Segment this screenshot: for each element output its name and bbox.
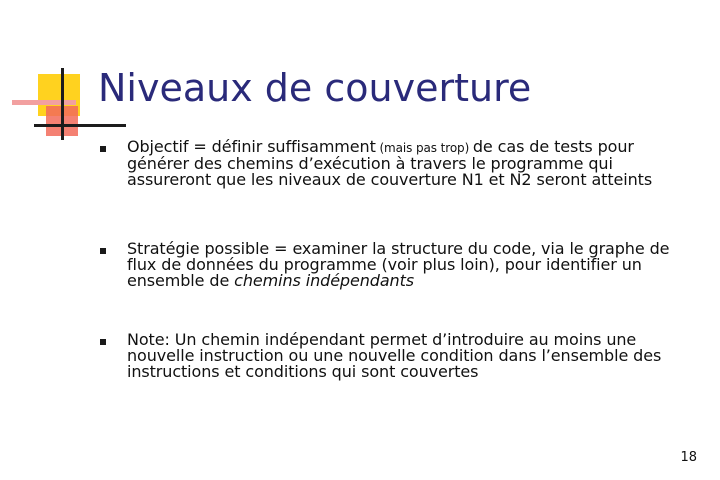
bullet-text-main: Stratégie possible = examiner la structure du code, via le graphe de flux de données du programme (voir plus loin), pour identifier un ensemble de	[127, 239, 670, 290]
bullet-text-emphasis: chemins indépendants	[234, 271, 414, 290]
bullet-text	[127, 139, 690, 188]
bullet-item-strategie	[100, 241, 690, 289]
bullet-item-objectif	[100, 139, 690, 188]
bullet-square-icon	[100, 248, 106, 254]
bullet-text-main: Objectif = définir suffisamment	[127, 137, 376, 156]
slide-title: Niveaux de couverture	[98, 66, 532, 110]
bullet-text-aside: (mais pas trop)	[375, 141, 473, 155]
bullet-text	[127, 241, 690, 289]
bullet-square-icon	[100, 339, 106, 345]
bullet-square-icon	[100, 146, 106, 152]
page-number: 18	[680, 450, 697, 465]
bullet-text-rest: de cas de tests pour générer des chemins d’exécution à travers le programme qui assureront que les niveaux de couverture N1 et N2 seront atteints	[127, 137, 653, 189]
bullet-text: Note: Un chemin indépendant permet d’introduire au moins une nouvelle instruction ou une nouvelle condition dans l’ensemble des instructions et conditions qui sont couvertes	[127, 330, 662, 381]
bullet-item-note	[100, 332, 690, 380]
